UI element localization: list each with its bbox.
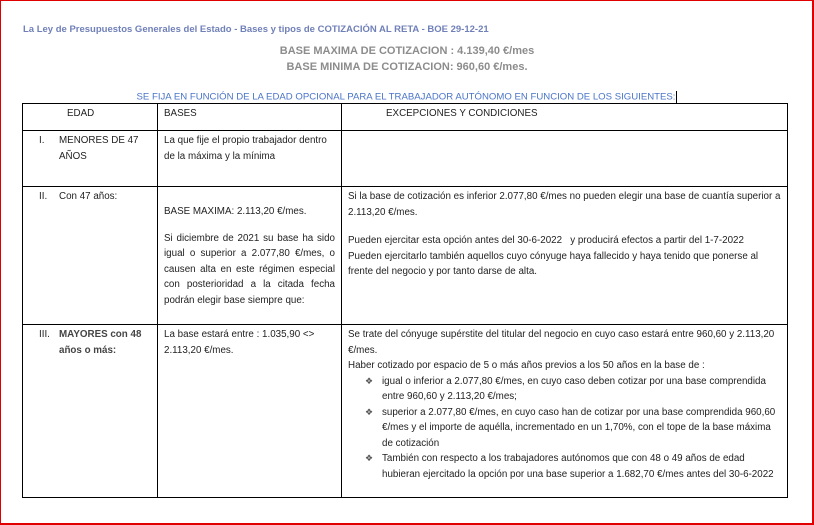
subtitle (0, 91, 814, 103)
text-cursor (676, 91, 677, 103)
bases-cell: La base estará entre : 1.035,90 <> 2.113,20 €/mes. (158, 325, 342, 498)
age-cell (23, 325, 158, 498)
conditions-cell (342, 187, 788, 325)
age-label: MAYORES con 48 años o más: (59, 329, 142, 356)
base-maxima: BASE MAXIMA DE COTIZACION : 4.139,40 €/mes (279, 45, 535, 57)
table-row (23, 187, 788, 325)
header-label: EDAD (67, 108, 95, 119)
list-item: ❖ superior a 2.077,80 €/mes, en cuyo caso han de cotizar por una base comprendida 960,60 €/mes y el importe de aquélla, incrementado en un 1,70%, con el tope de la base máxima de cotización (382, 405, 781, 452)
condition-text: Pueden ejercitar esta opción antes del 30-6-2022 y producirá efectos a partir del 1-7-2022 (348, 235, 744, 246)
table-header (23, 104, 788, 131)
contribution-table (22, 103, 788, 498)
condition-list (348, 374, 781, 483)
age-label: Con 47 años: (59, 191, 118, 202)
row-number: II. (39, 191, 48, 202)
base-condition-text: Si diciembre de 2021 su base ha sido igual o superior a 2.077,80 €/mes, o causen alta en este régimen especial con posterioridad a la citada fecha podrán elegir base siempre que: (164, 232, 335, 306)
bases-cell (158, 187, 342, 325)
conditions-cell (342, 325, 788, 498)
condition-text: Se trate del cónyuge supérstite del titular del negocio en cuyo caso estará entre 960,60 y 2.113,20 €/mes. (348, 329, 775, 356)
age-cell (23, 131, 158, 187)
condition-text: Haber cotizado por espacio de 5 o más años previos a los 50 años en la base de : (348, 360, 705, 371)
header-edad (23, 104, 158, 131)
age-label: MENORES DE 47 AÑOS (59, 135, 139, 162)
age-cell (23, 187, 158, 325)
subtitle-text: SE FIJA EN FUNCIÓN DE LA EDAD OPCIONAL PARA EL TRABAJADOR AUTÓNOMO EN FUNCION DE LOS SIGUIENTES: (136, 91, 676, 103)
list-item: ❖ igual o inferior a 2.077,80 €/mes, en cuyo caso deben cotizar por una base comprendida entre 960,60 y 2.113,20 €/mes; (382, 374, 781, 405)
base-maxima-text: BASE MAXIMA: 2.113,20 €/mes. (164, 206, 307, 217)
condition-text: Pueden ejercitarlo también aquellos cuyo cónyuge haya fallecido y haya tenido que ponerse al frente del negocio y por tanto darse de alta. (348, 250, 759, 277)
header-bases: BASES (158, 104, 342, 131)
base-minima: BASE MINIMA DE COTIZACION: 960,60 €/mes. (286, 61, 528, 73)
condition-text: Si la base de cotización es inferior 2.077,80 €/mes no pueden elegir una base de cuantía superior a 2.113,20 €/mes. (348, 191, 781, 218)
table-row (23, 325, 788, 498)
document-title: La Ley de Presupuestos Generales del Estado - Bases y tipos de COTIZACIÓN AL RETA - BOE 29-12-21 (23, 24, 489, 35)
row-number: III. (39, 329, 50, 340)
header-conditions (342, 104, 788, 131)
row-number: I. (39, 135, 45, 146)
conditions-cell (342, 131, 788, 187)
header-label: EXCEPCIONES Y CONDICIONES (386, 108, 538, 119)
table-row (23, 131, 788, 187)
list-item: ❖ También con respecto a los trabajadores autónomos que con 48 o 49 años de edad hubieran ejercitado la opción por una base superior a 1.682,70 €/mes antes del 30-6-2022 (382, 451, 781, 482)
bases-cell: La que fije el propio trabajador dentro de la máxima y la mínima (158, 131, 342, 187)
